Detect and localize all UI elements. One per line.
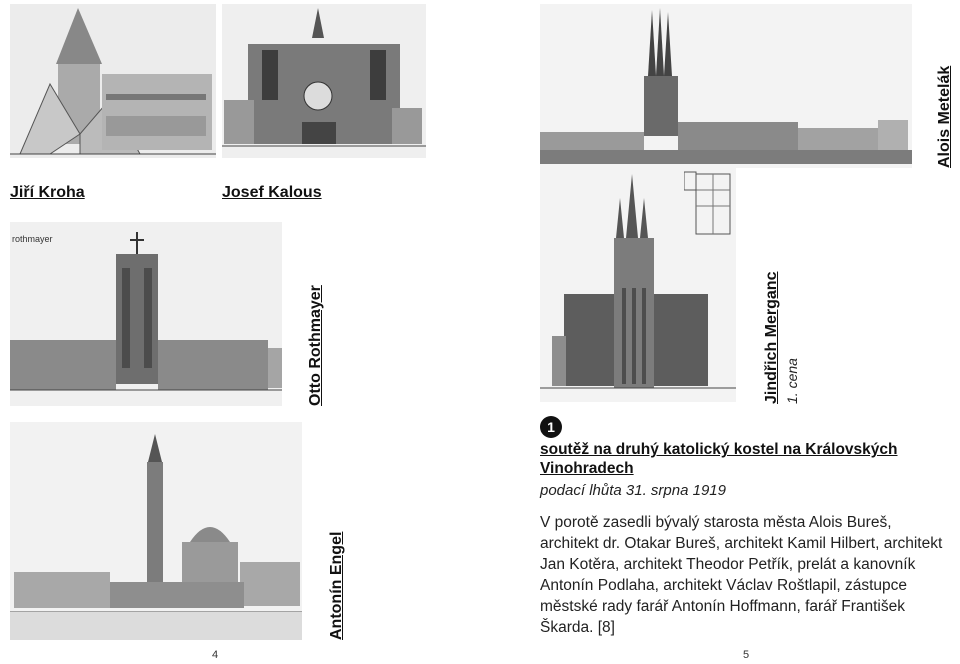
architect-label-engel [328, 532, 346, 640]
jury-paragraph: V porotě zasedli bývalý starosta města Alois Bureš, architekt dr. Otakar Bureš, architekt Kamil Hilbert, architekt Jan Kotěra, architekt Theodor Petřík, prelát a kanovník Antonín Podlaha, architekt Václav Roštlapil, zástupce městské rady farář Antonín Hoffmann, farář František Škarda. [8] [540, 514, 943, 636]
kroha-church-drawing [10, 4, 216, 158]
architect-name-merganc: Jindřich Merganc [763, 271, 780, 404]
competition-deadline: podací lhůta 31. srpna 1919 [540, 482, 726, 499]
metelak-church-drawing [540, 4, 912, 168]
architect-label-rothmayer [307, 285, 325, 406]
architect-label-merganc [762, 272, 802, 404]
competition-number-badge: 1 [540, 416, 562, 438]
page-number-left: 4 [212, 649, 219, 661]
prize-label: 1. cena [784, 358, 800, 404]
rothmayer-church-drawing [10, 222, 282, 406]
architect-name-metelak: Alois Metelák [936, 65, 953, 168]
kalous-church-drawing [222, 4, 426, 158]
architect-name-kroha: Jiří Kroha [10, 184, 85, 201]
page-number-right: 5 [743, 649, 750, 661]
architect-name-kalous: Josef Kalous [222, 184, 322, 201]
architect-name-rothmayer: Otto Rothmayer [307, 285, 324, 406]
merganc-floor-plan [684, 170, 736, 240]
drawing-caption: rothmayer [12, 234, 53, 244]
engel-church-drawing [10, 422, 302, 640]
architect-name-engel: Antonín Engel [328, 531, 345, 640]
competition-title: soutěž na druhý katolický kostel na Královských Vinohradech [540, 441, 898, 477]
architect-label-metelak [936, 66, 954, 168]
